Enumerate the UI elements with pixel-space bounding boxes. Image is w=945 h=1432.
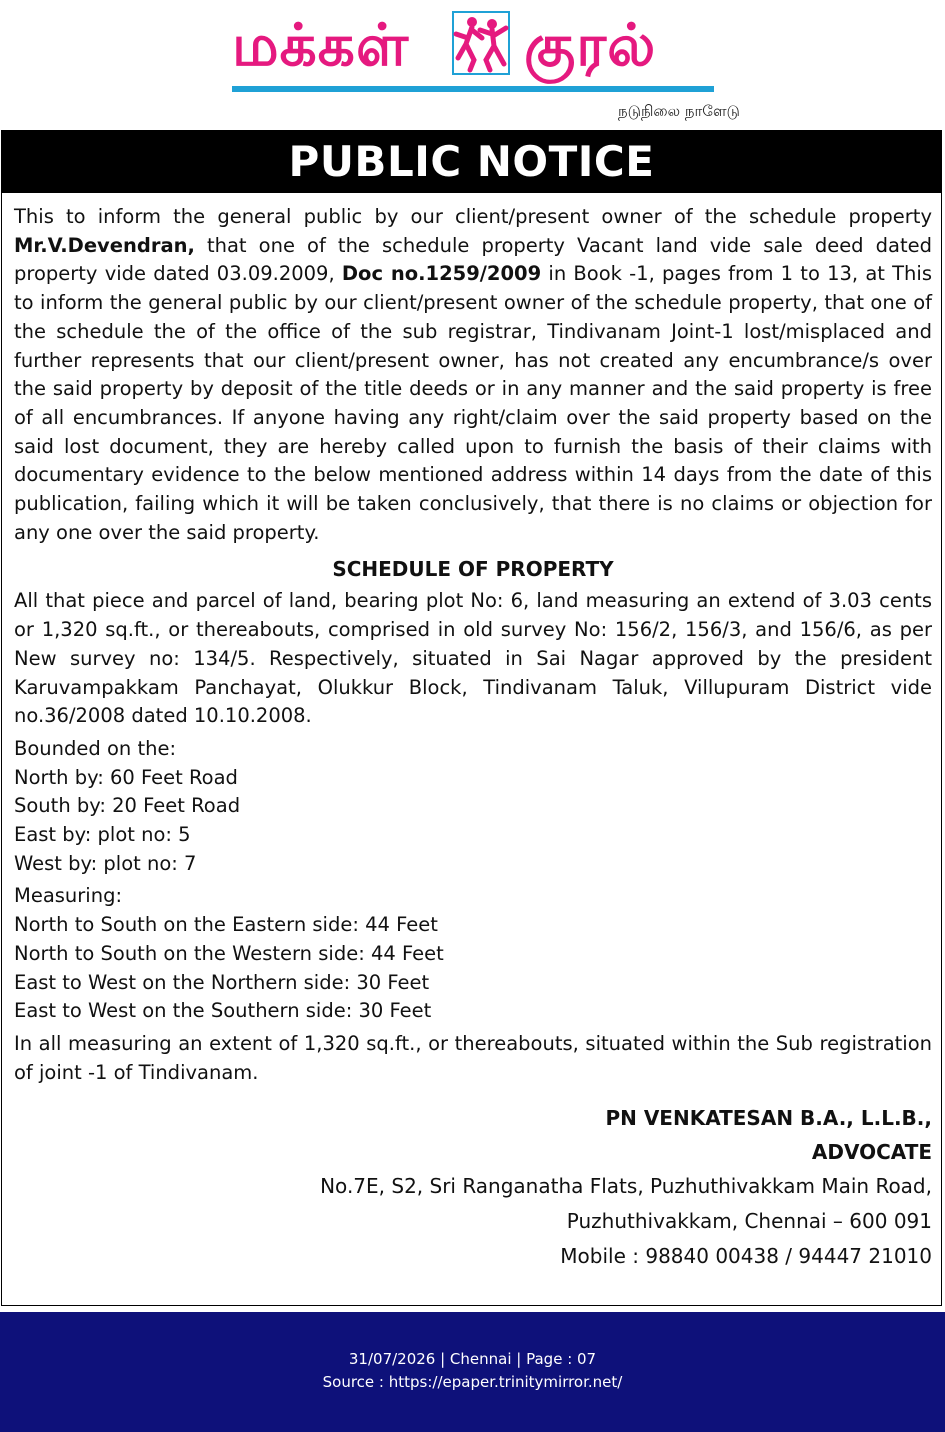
advocate-address-line2: Puzhuthivakkam, Chennai – 600 091 (566, 1209, 932, 1234)
notice-title: PUBLIC NOTICE (2, 131, 941, 193)
owner-name: Mr.V.Devendran, (14, 233, 195, 257)
boundary-south: South by: 20 Feet Road (14, 794, 241, 818)
bounded-heading: Bounded on the: (14, 736, 177, 760)
boundary-north: North by: 60 Feet Road (14, 765, 238, 789)
dancing-figures-icon (452, 8, 510, 78)
advocate-name: PN VENKATESAN B.A., L.L.B., (605, 1106, 932, 1131)
measure-eastern-side: North to South on the Eastern side: 44 Feet (14, 913, 438, 937)
footer-date-page: 31/07/2026 | Chennai | Page : 07 (348, 1350, 597, 1368)
advocate-signature (14, 1101, 932, 1274)
footer-source-link[interactable]: Source : https://epaper.trinitymirror.net/ (322, 1373, 623, 1391)
boundaries-list (14, 735, 932, 879)
intro-text-1: This to inform the general public by our client/present owner of the schedule property (14, 205, 932, 228)
advocate-title: ADVOCATE (811, 1140, 932, 1165)
measure-southern-side: East to West on the Southern side: 30 Feet (14, 999, 432, 1023)
advocate-mobile: Mobile : 98840 00438 / 94447 21010 (560, 1244, 932, 1269)
extent-paragraph: In all measuring an extent of 1,320 sq.ft., or thereabouts, situated within the Sub registration of joint -1 of Tindivanam. (14, 1031, 932, 1084)
measuring-heading: Measuring: (14, 884, 123, 908)
public-notice (1, 130, 942, 1306)
measurements-list (14, 882, 932, 1026)
intro-text-3: in Book -1, pages from 1 to 13, at This to inform the general public by our client/present owner of the schedule property, that one of the schedule the of the office of the sub registrar, Tindivanam Joint-1 lost/misplaced and further represents that our client/present owner, has not created any encumbrance/s over the said property by deposit of the title deeds or in any manner and the said property is free of all encumbrances. If anyone having any right/claim over the said property based on the said lost document, they are hereby called upon to furnish the basis of their claims with documentary evidence to the below mentioned address within 14 days from the date of this publication, failing which it will be taken conclusively, that there is no claims or objection for any one over the said property. (14, 262, 932, 544)
measure-northern-side: East to West on the Northern side: 30 Feet (14, 970, 430, 994)
advocate-address-line1: No.7E, S2, Sri Ranganatha Flats, Puzhuthivakkam Main Road, (320, 1174, 932, 1199)
intro-paragraph (14, 203, 932, 547)
document-number: Doc no.1259/2009 (341, 262, 542, 286)
logo-underline (232, 86, 714, 92)
boundary-east: East by: plot no: 5 (14, 823, 191, 847)
masthead (0, 0, 945, 130)
page-footer (0, 1312, 945, 1432)
boundary-west: West by: plot no: 7 (14, 851, 197, 875)
notice-content (14, 203, 932, 1274)
schedule-paragraph: All that piece and parcel of land, bearing plot No: 6, land measuring an extend of 3.03 cents or 1,320 sq.ft., or thereabouts, comprised in old survey No: 156/2, 156/3, and 156/6, as per New survey no: 134/5. Respectively, situated in Sai Nagar approved by the president Karuvampakkam Panchayat, Olukkur Block, Tindivanam Taluk, Villupuram District vide no.36/2008 dated 10.10.2008. (14, 589, 932, 728)
newspaper-logo (232, 6, 740, 120)
logo-tagline: நடுநிலை நாளேடு (618, 102, 740, 120)
intro-text-2: that one of the schedule property Vacant land vide sale deed dated property vide dated 03.09.2009, (14, 233, 932, 286)
logo-text-left: மக்கள் (232, 11, 410, 79)
logo-text-right: குரல் (524, 11, 657, 79)
schedule-heading: SCHEDULE OF PROPERTY (332, 557, 614, 582)
measure-western-side: North to South on the Western side: 44 Feet (14, 941, 444, 965)
